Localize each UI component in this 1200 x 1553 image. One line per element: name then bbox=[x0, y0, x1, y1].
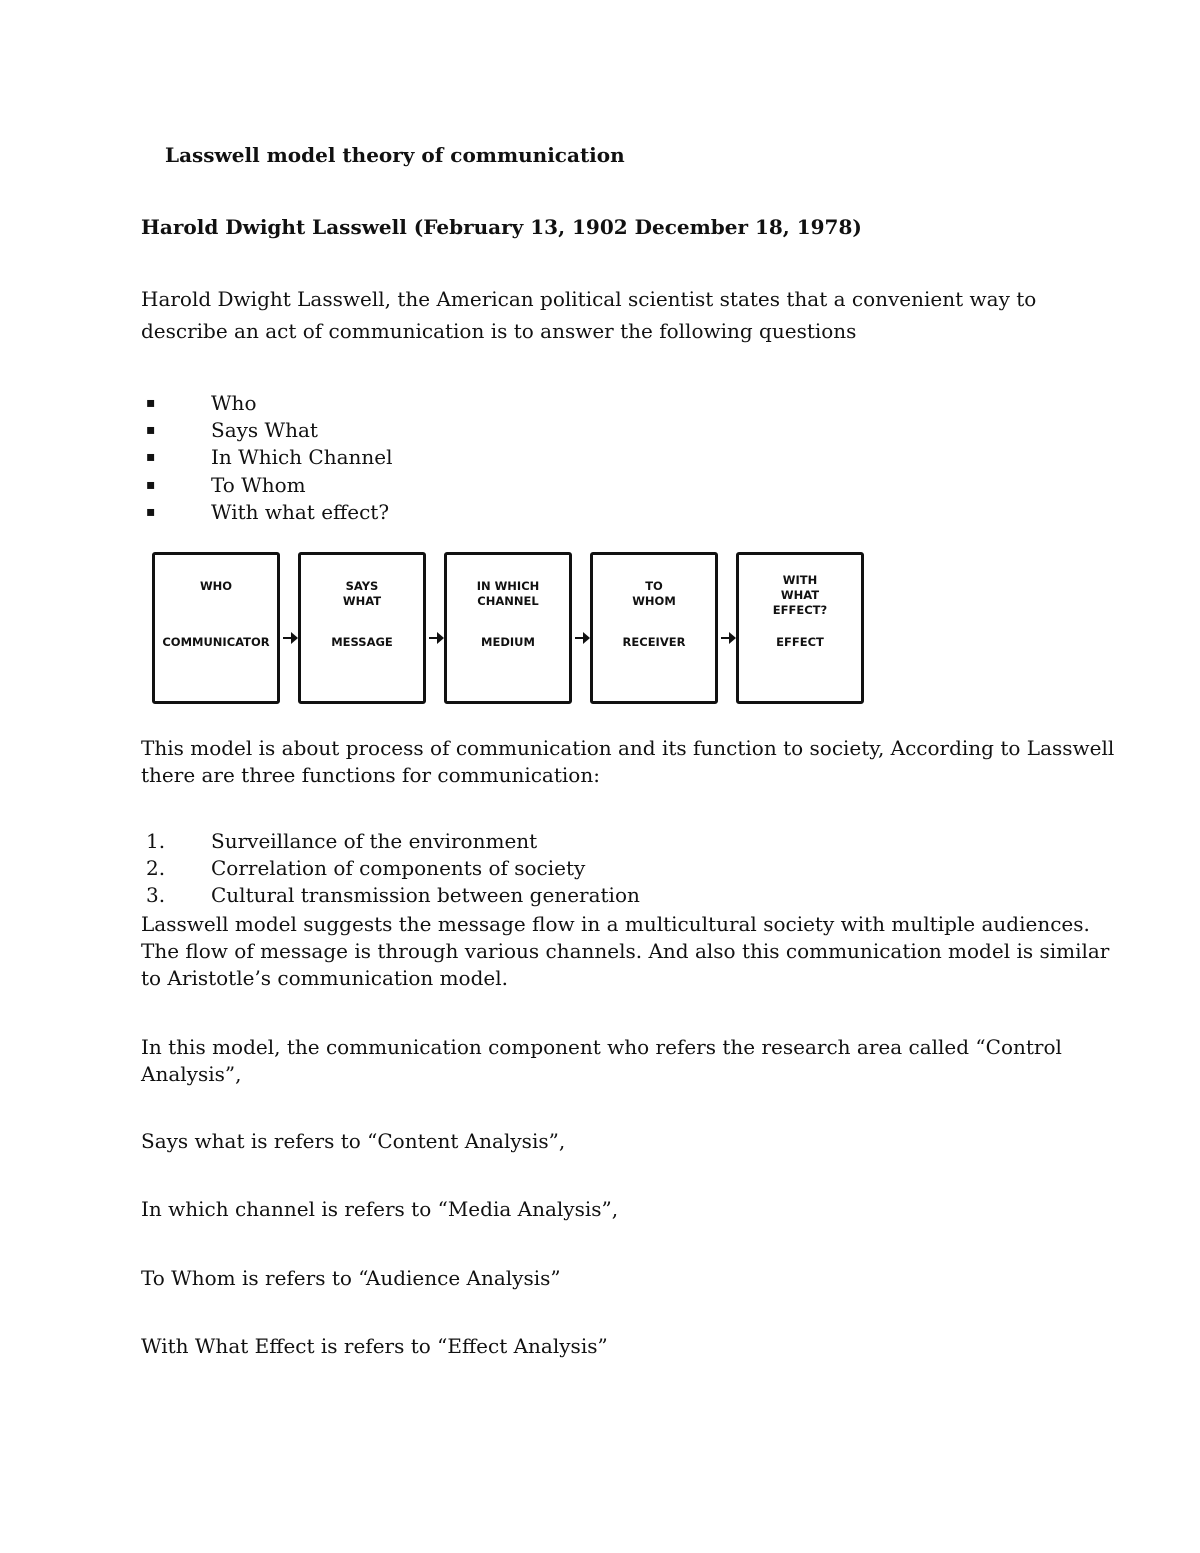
audience-analysis-line: To Whom is refers to “Audience Analysis” bbox=[141, 1266, 561, 1290]
flow-line-3: to Aristotle’s communication model. bbox=[141, 966, 508, 990]
diagram-box-channel bbox=[444, 552, 572, 704]
media-analysis-line: In which channel is refers to “Media Analysis”, bbox=[141, 1197, 619, 1221]
functions-intro-line-1: This model is about process of communication and its function to society, According to Lasswell bbox=[141, 736, 1115, 760]
flow-line-1: Lasswell model suggests the message flow in a multicultural society with multiple audiences. bbox=[141, 912, 1090, 936]
diagram-box-effect bbox=[736, 552, 864, 704]
lasswell-diagram bbox=[150, 552, 872, 710]
content-analysis-line: Says what is refers to “Content Analysis”, bbox=[141, 1129, 566, 1153]
box-question: SAYS WHAT bbox=[342, 579, 382, 608]
list-number: 2. bbox=[146, 856, 166, 881]
arrow-icon bbox=[721, 637, 734, 639]
arrow-icon bbox=[283, 637, 296, 639]
list-number: 1. bbox=[146, 829, 166, 853]
box-question: WITH WHAT EFFECT? bbox=[772, 573, 828, 617]
box-role: MEDIUM bbox=[481, 635, 535, 649]
document-title: Lasswell model theory of communication bbox=[165, 143, 625, 167]
question-text: Says What bbox=[211, 418, 318, 443]
diagram-box-says-what bbox=[298, 552, 426, 704]
diagram-box-who bbox=[152, 552, 280, 704]
box-role: RECEIVER bbox=[622, 635, 686, 649]
list-number: 3. bbox=[146, 883, 166, 908]
function-text: Surveillance of the environment bbox=[211, 829, 538, 853]
question-text: To Whom bbox=[211, 472, 306, 497]
intro-line-2: describe an act of communication is to answer the following questions bbox=[141, 319, 857, 343]
functions-intro-line-2: there are three functions for communication: bbox=[141, 763, 600, 787]
bullet-icon: ▪ bbox=[146, 476, 156, 493]
box-question: IN WHICH CHANNEL bbox=[476, 579, 540, 608]
box-question: TO WHOM bbox=[632, 579, 676, 608]
diagram-box-to-whom bbox=[590, 552, 718, 704]
box-role: MESSAGE bbox=[331, 635, 393, 649]
bullet-icon: ▪ bbox=[146, 503, 156, 520]
function-text: Correlation of components of society bbox=[211, 856, 586, 881]
question-text: With what effect? bbox=[211, 499, 390, 524]
effect-analysis-line: With What Effect is refers to “Effect Analysis” bbox=[141, 1334, 608, 1358]
flow-line-2: The flow of message is through various channels. And also this communication model is similar bbox=[141, 939, 1110, 963]
question-text: Who bbox=[211, 391, 257, 415]
control-line-2: Analysis”, bbox=[141, 1062, 242, 1086]
bullet-icon: ▪ bbox=[146, 449, 156, 466]
box-role: EFFECT bbox=[776, 635, 824, 649]
bullet-icon: ▪ bbox=[146, 422, 156, 439]
function-text: Cultural transmission between generation bbox=[211, 883, 640, 908]
arrow-icon bbox=[575, 637, 588, 639]
box-role: COMMUNICATOR bbox=[162, 635, 270, 649]
document-subtitle: Harold Dwight Lasswell (February 13, 1902 December 18, 1978) bbox=[141, 215, 862, 239]
bullet-icon: ▪ bbox=[146, 395, 156, 411]
question-text: In Which Channel bbox=[211, 445, 393, 470]
control-line-1: In this model, the communication component who refers the research area called “Control bbox=[141, 1035, 1062, 1059]
intro-line-1: Harold Dwight Lasswell, the American political scientist states that a convenient way to bbox=[141, 287, 1037, 311]
box-question: WHO bbox=[199, 579, 233, 593]
arrow-icon bbox=[429, 637, 442, 639]
